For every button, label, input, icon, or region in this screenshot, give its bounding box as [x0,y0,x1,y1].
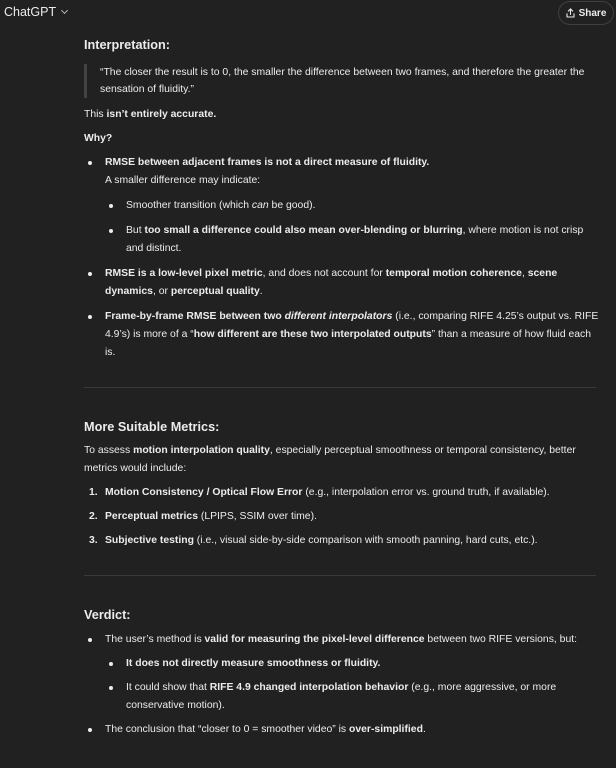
list-item: The conclusion that “closer to 0 = smoother video” is over-simplified. [84,721,600,739]
divider [84,387,596,388]
top-bar [0,0,616,28]
model-label: ChatGPT [4,5,57,19]
list-item: But too small a difference could also mean over-blending or blurring, where motion is not crisp and distinct. [105,222,600,258]
share-icon [566,8,575,18]
verdict-section [84,606,600,739]
numbered-list [84,484,600,550]
bullet-list [84,154,600,362]
list-item: It does not directly measure smoothness or fluidity. [105,655,600,673]
list-item: 1. Motion Consistency / Optical Flow Error (e.g., interpolation error vs. ground truth, if available). [89,487,550,498]
paragraph: This isn’t entirely accurate. [84,109,217,120]
share-button[interactable] [558,1,614,25]
list-item: Smoother transition (which can be good). [105,197,600,215]
list-item: It could show that RIFE 4.9 changed interpolation behavior (e.g., more aggressive, or more conservative motion). [105,679,600,715]
list-item: 3. Subjective testing (i.e., visual side-by-side comparison with smooth panning, hard cuts, etc.). [89,535,538,546]
list-item: RMSE between adjacent frames is not a direct measure of fluidity. A smaller difference may indicate: Smoother transition (which can be good). But too small a difference could also mean over-blending or blurring, where motion is not crisp and distinct. [84,154,600,258]
sub-bullet-list [105,197,600,258]
interpretation-section [84,36,600,362]
share-label: Share [578,7,607,19]
metrics-section [84,418,600,550]
divider [84,575,596,576]
list-item: RMSE is a low-level pixel metric, and does not account for temporal motion coherence, scene dynamics, or perceptual quality. [84,265,600,301]
assistant-message [84,30,600,739]
list-item: The user’s method is valid for measuring the pixel-level difference between two RIFE versions, but: It does not directly measure smoothness or fluidity. It could show that RIFE 4.9 changed interpolation behavior (e.g., more aggressive, or more conservative motion). [84,631,600,715]
section-heading: Interpretation: [84,38,170,52]
list-item: 2. Perceptual metrics (LPIPS, SSIM over time). [89,511,317,522]
chevron-down-icon [61,7,68,14]
paragraph: To assess motion interpolation quality, especially perceptual smoothness or temporal consistency, better metrics would include: [84,445,576,474]
section-heading: More Suitable Metrics: [84,420,220,434]
blockquote: “The closer the result is to 0, the smaller the difference between two frames, and therefore the greater the sensation of fluidity.” [84,64,600,98]
list-item: Frame-by-frame RMSE between two different interpolators (i.e., comparing RIFE 4.25’s output vs. RIFE 4.9’s) is more of a “how different are these two interpolated outputs” than a measure of how fluid each is. [84,308,600,362]
sub-bullet-list [105,655,600,715]
paragraph-why: Why? [84,133,113,144]
bullet-list [84,631,600,739]
model-selector[interactable] [4,5,67,19]
section-heading: Verdict: [84,608,131,622]
